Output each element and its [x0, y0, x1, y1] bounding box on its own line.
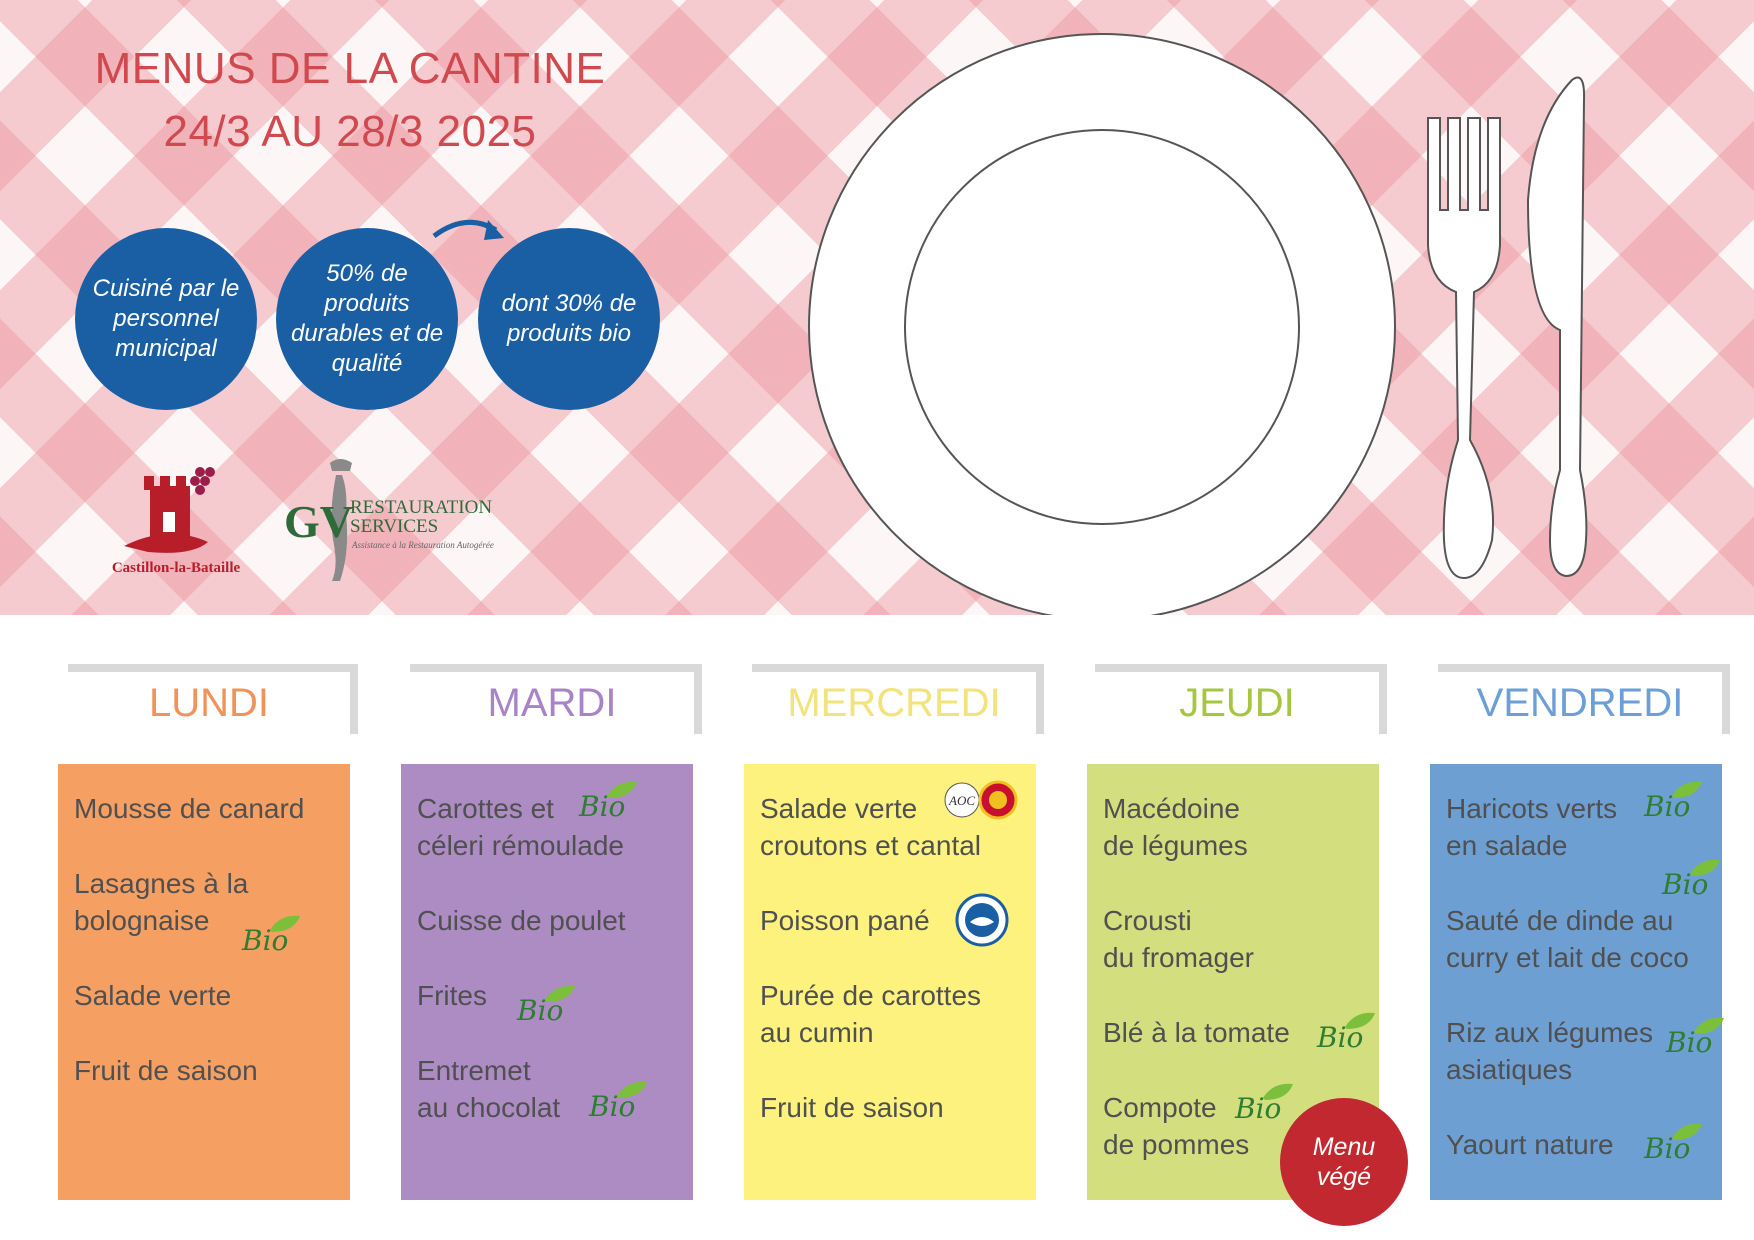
menu-item: Yaourt nature — [1446, 1129, 1614, 1160]
bio-text: Bio — [1666, 1026, 1713, 1058]
gv-line1: RESTAURATION — [350, 497, 493, 518]
menu-item: Blé à la tomate — [1103, 1017, 1290, 1048]
day-header-mercredi — [752, 664, 1044, 734]
menu-vendredi — [1430, 764, 1722, 1200]
gv-line2: SERVICES — [350, 516, 439, 537]
castle-icon — [88, 460, 264, 560]
plate-inner-icon — [905, 130, 1299, 524]
menu-vege-badge: Menu végé — [1280, 1098, 1408, 1226]
badge-bio: dont 30% de produits bio — [478, 228, 660, 410]
bio-text: Bio — [1644, 1132, 1691, 1164]
gv-letters: GV — [284, 496, 353, 547]
bio-label-icon — [1315, 1009, 1377, 1053]
bio-text: Bio — [242, 924, 289, 956]
day-header-mardi — [410, 664, 702, 734]
bio-text: Bio — [517, 994, 564, 1026]
menu-item: Fruit de saison — [760, 1092, 944, 1123]
menu-item: Mousse de canard — [74, 793, 305, 824]
bio-label-icon — [240, 912, 302, 956]
day-name: MARDI — [487, 680, 617, 725]
menu-item: Fruit de saison — [74, 1055, 258, 1086]
castillon-logo — [88, 460, 264, 580]
menu-lundi — [58, 764, 350, 1200]
gv-tagline: Assistance à la Restauration Autogérée — [352, 540, 494, 550]
knife-icon — [1528, 78, 1586, 577]
day-name: MERCREDI — [787, 680, 1001, 725]
aoc-label-icon — [944, 778, 1020, 822]
bio-label-icon — [577, 778, 639, 822]
page-title: MENUS DE LA CANTINE — [94, 44, 606, 93]
bio-label-icon — [1233, 1080, 1295, 1124]
menu-item: Macédoine de légumes — [1103, 793, 1248, 861]
menu-item: Entremet au chocolat — [417, 1055, 561, 1123]
badge-produits-durables: 50% de produits durables et de qualité — [276, 228, 458, 410]
menu-item: Carottes et céleri rémoulade — [417, 793, 624, 861]
menu-item: Cuisse de poulet — [417, 905, 626, 936]
bio-label-icon — [1642, 1120, 1704, 1164]
day-header-lundi — [68, 664, 358, 734]
bio-text: Bio — [589, 1090, 636, 1122]
menu-item: Poisson pané — [760, 905, 930, 936]
menu-item: Lasagnes à la bolognaise — [74, 868, 249, 936]
day-name: VENDREDI — [1476, 680, 1684, 725]
bio-label-icon — [1660, 856, 1722, 900]
bio-label-icon — [1642, 778, 1704, 822]
menu-item: Compote de pommes — [1103, 1092, 1250, 1160]
menu-item: Crousti du fromager — [1103, 905, 1254, 973]
castillon-name: Castillon-la-Bataille — [111, 560, 241, 576]
menu-item: Salade verte — [74, 980, 232, 1011]
bio-label-icon — [1664, 1014, 1726, 1058]
peche-durable-label-icon — [954, 892, 1010, 948]
menu-item: Riz aux légumes asiatiques — [1446, 1017, 1653, 1085]
menu-item: Frites — [417, 980, 487, 1011]
menu-item: Purée de carottes au cumin — [760, 980, 982, 1048]
hero-banner — [0, 0, 1754, 615]
fork-icon — [1428, 118, 1500, 578]
bio-text: Bio — [1317, 1021, 1364, 1053]
bio-label-icon — [587, 1078, 649, 1122]
menu-item: Sauté de dinde au curry et lait de coco — [1446, 905, 1689, 973]
menu-item: Haricots verts en salade — [1446, 793, 1618, 861]
bio-label-icon — [515, 982, 577, 1026]
day-header-jeudi — [1095, 664, 1387, 734]
menu-item: Salade verte croutons et cantal — [760, 793, 982, 861]
bio-text: Bio — [579, 790, 626, 822]
day-name: JEUDI — [1179, 680, 1295, 725]
badge-personnel: Cuisiné par le personnel municipal — [75, 228, 257, 410]
bio-text: Bio — [1235, 1092, 1282, 1124]
menu-mercredi — [744, 764, 1036, 1200]
bio-text: Bio — [1662, 868, 1709, 900]
arrow-icon — [430, 208, 510, 250]
bio-text: Bio — [1644, 790, 1691, 822]
menu-mardi — [401, 764, 693, 1200]
gv-restauration-logo — [280, 455, 500, 585]
svg-text:AOC: AOC — [949, 793, 975, 808]
date-range: 24/3 AU 28/3 2025 — [163, 107, 537, 156]
day-name: LUNDI — [148, 680, 270, 725]
day-header-vendredi — [1438, 664, 1730, 734]
